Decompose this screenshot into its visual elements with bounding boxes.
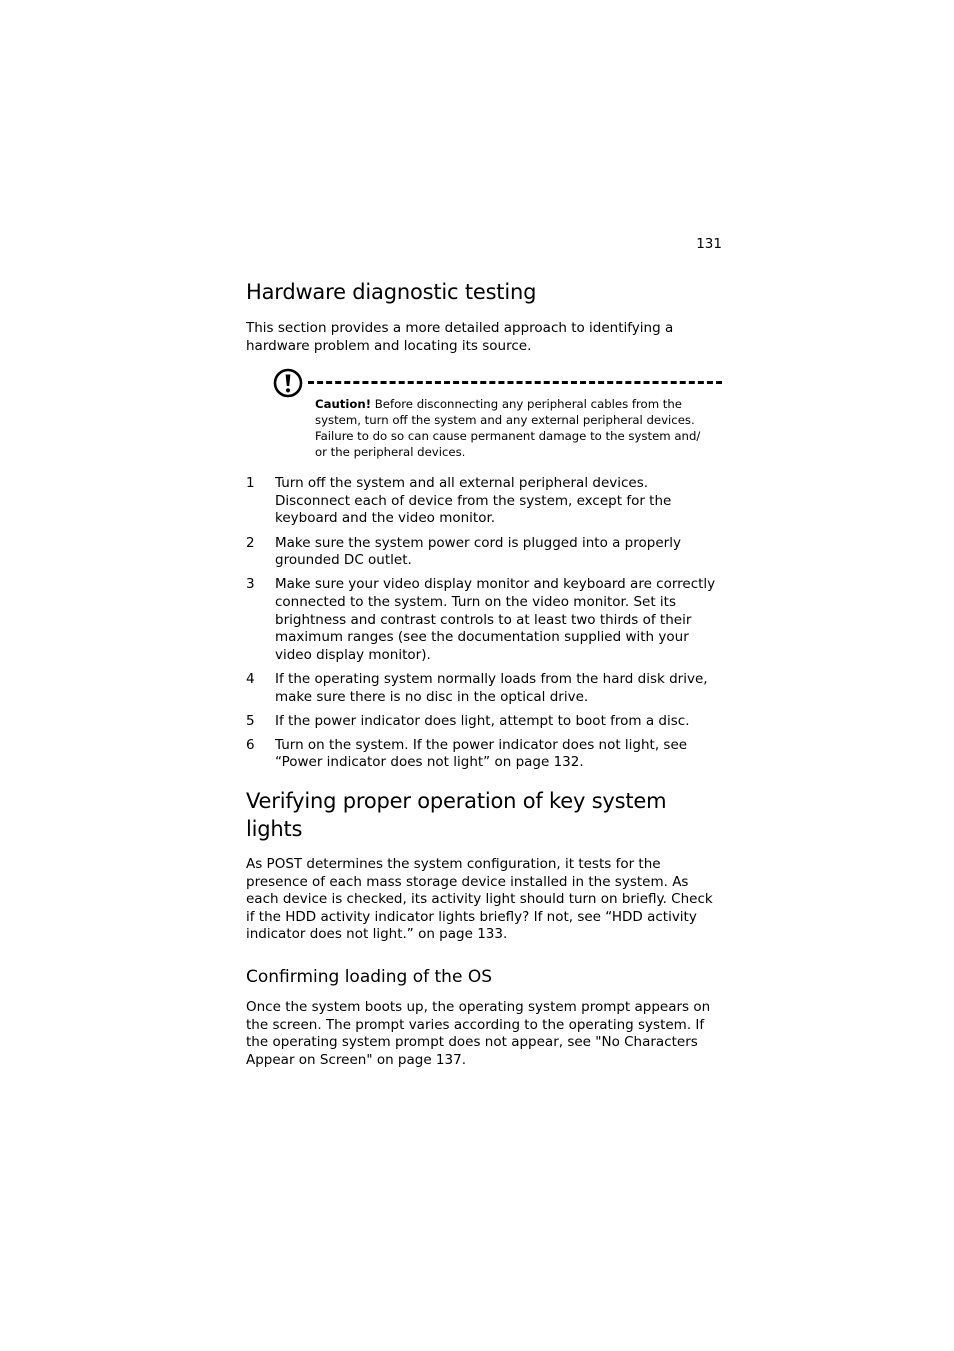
exclamation-circle-icon <box>273 368 303 398</box>
subsection-body-os-loading: Once the system boots up, the operating system prompt appears on the screen. The prompt varies according to the operating system. If the operating system prompt does not appear, see "No Characters Appear on Screen" on page 137. <box>246 999 711 1068</box>
step-text: Make sure your video display monitor and keyboard are correctly connected to the system. Turn on the video monitor. Set its brightness and contrast controls to at least two thirds of their maximum ranges (see the documentation supplied with your video display monitor). <box>275 576 716 663</box>
list-item <box>246 475 724 528</box>
step-number: 2 <box>246 534 255 551</box>
section-title-hardware-diagnostic: Hardware diagnostic testing <box>246 280 537 304</box>
step-text: Turn off the system and all external peripheral devices. Disconnect each of device from the system, except for the keyboard and the video monitor. <box>275 475 672 527</box>
step-number: 5 <box>246 712 255 729</box>
caution-divider <box>308 381 722 384</box>
step-number: 3 <box>246 576 255 593</box>
step-text: If the power indicator does light, attempt to boot from a disc. <box>275 712 690 729</box>
section-body-system-lights: As POST determines the system configuration, it tests for the presence of each mass storage device installed in the system. As each device is checked, its activity light should turn on briefly. Check if the HDD activity indicator lights briefly? If not, see “HDD activity indicator does not light.” on page 133. <box>246 856 713 943</box>
page-content <box>246 278 724 1069</box>
section-title-system-lights: Verifying proper operation of key system lights <box>246 789 667 842</box>
step-number: 6 <box>246 736 255 753</box>
list-item <box>246 737 724 772</box>
list-item <box>246 713 724 731</box>
list-item <box>246 576 724 664</box>
section-intro: This section provides a more detailed approach to identifying a hardware problem and locating its source. <box>246 320 674 354</box>
subsection-title-os-loading: Confirming loading of the OS <box>246 967 492 988</box>
caution-text <box>315 396 710 460</box>
step-number: 1 <box>246 475 255 492</box>
step-text: Turn on the system. If the power indicator does not light, see “Power indicator does not light” on page 132. <box>275 736 688 771</box>
step-number: 4 <box>246 670 255 687</box>
page-number: 131 <box>696 236 722 252</box>
steps-list <box>246 475 724 772</box>
list-item <box>246 671 724 706</box>
step-text: If the operating system normally loads from the hard disk drive, make sure there is no disc in the optical drive. <box>275 670 708 705</box>
caution-body: Before disconnecting any peripheral cables from the system, turn off the system and any external peripheral devices. Failure to do so can cause permanent damage to the system and/ or the peripheral devices. <box>315 397 701 460</box>
caution-label: Caution! <box>315 397 372 412</box>
step-text: Make sure the system power cord is plugged into a properly grounded DC outlet. <box>275 534 681 569</box>
caution-note <box>246 367 724 475</box>
list-item <box>246 535 724 570</box>
